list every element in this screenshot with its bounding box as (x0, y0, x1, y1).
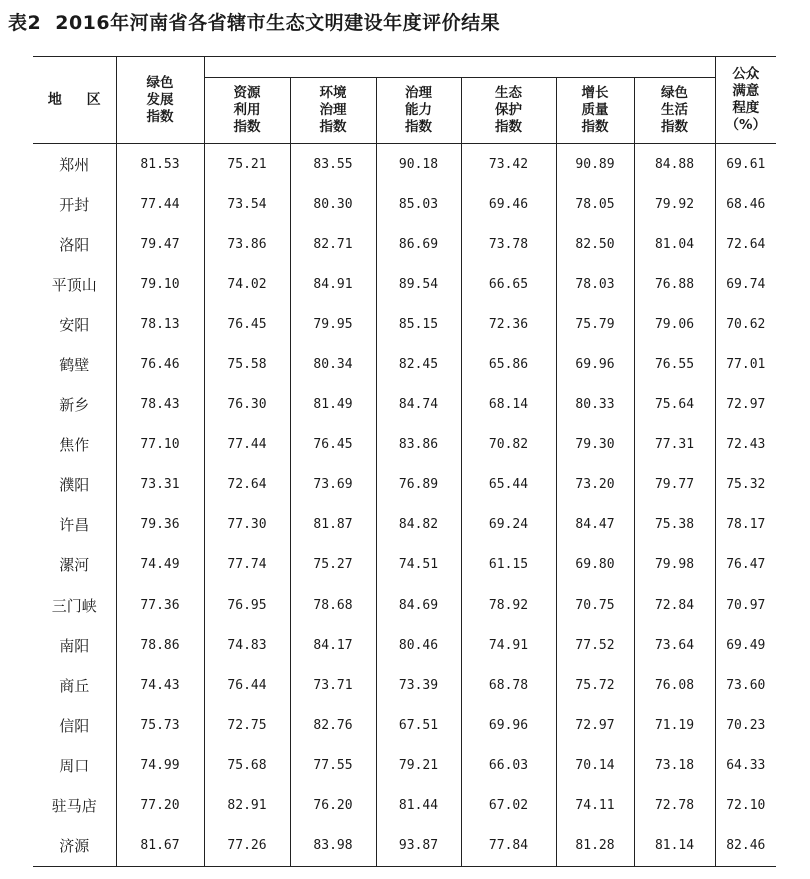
value-cell: 76.45 (204, 304, 290, 344)
value-cell: 75.32 (715, 465, 776, 505)
value-cell: 77.52 (556, 625, 634, 665)
value-cell: 80.46 (376, 625, 461, 665)
value-cell: 72.75 (204, 705, 290, 745)
value-cell: 73.69 (290, 465, 376, 505)
value-cell: 69.24 (461, 505, 556, 545)
value-cell: 76.44 (204, 665, 290, 705)
value-cell: 76.08 (634, 665, 715, 705)
table-row (33, 585, 776, 625)
value-cell: 69.46 (461, 184, 556, 224)
value-cell: 80.33 (556, 385, 634, 425)
value-cell: 79.06 (634, 304, 715, 344)
value-cell: 70.14 (556, 745, 634, 785)
table-row (33, 665, 776, 705)
value-cell: 78.17 (715, 505, 776, 545)
value-cell: 72.64 (204, 465, 290, 505)
table-row (33, 625, 776, 665)
value-cell: 79.98 (634, 545, 715, 585)
value-cell: 77.84 (461, 826, 556, 867)
table-row (33, 425, 776, 465)
table-row (33, 304, 776, 344)
value-cell: 77.55 (290, 745, 376, 785)
value-cell: 77.30 (204, 505, 290, 545)
table-row (33, 385, 776, 425)
value-cell: 77.20 (116, 786, 204, 826)
value-cell: 75.79 (556, 304, 634, 344)
value-cell: 81.87 (290, 505, 376, 545)
value-cell: 77.44 (116, 184, 204, 224)
value-cell: 75.21 (204, 144, 290, 185)
table-row (33, 465, 776, 505)
value-cell: 71.19 (634, 705, 715, 745)
value-cell: 75.68 (204, 745, 290, 785)
value-cell: 70.97 (715, 585, 776, 625)
value-cell: 74.83 (204, 625, 290, 665)
value-cell: 81.53 (116, 144, 204, 185)
city-name-cell: 南阳 (59, 636, 90, 655)
value-cell: 84.82 (376, 505, 461, 545)
value-cell: 69.96 (461, 705, 556, 745)
value-cell: 77.44 (204, 425, 290, 465)
city-name-cell: 三门峡 (51, 596, 97, 615)
value-cell: 80.30 (290, 184, 376, 224)
value-cell: 83.98 (290, 826, 376, 867)
value-cell: 75.64 (634, 385, 715, 425)
table-row (33, 826, 776, 867)
value-cell: 82.76 (290, 705, 376, 745)
value-cell: 85.15 (376, 304, 461, 344)
col-header-satisfaction: 公众 满意 程度 （%） (715, 57, 776, 144)
city-name-cell: 平顶山 (51, 275, 97, 294)
value-cell: 73.86 (204, 224, 290, 264)
value-cell: 76.47 (715, 545, 776, 585)
value-cell: 79.92 (634, 184, 715, 224)
value-cell: 82.45 (376, 344, 461, 384)
value-cell: 74.02 (204, 264, 290, 304)
value-cell: 77.10 (116, 425, 204, 465)
value-cell: 78.68 (290, 585, 376, 625)
evaluation-table (33, 56, 776, 867)
value-cell: 84.74 (376, 385, 461, 425)
value-cell: 79.10 (116, 264, 204, 304)
value-cell: 78.05 (556, 184, 634, 224)
value-cell: 73.54 (204, 184, 290, 224)
value-cell: 84.47 (556, 505, 634, 545)
value-cell: 79.77 (634, 465, 715, 505)
value-cell: 76.55 (634, 344, 715, 384)
col-header-growth: 增长 质量 指数 (556, 78, 634, 144)
value-cell: 76.20 (290, 786, 376, 826)
value-cell: 73.64 (634, 625, 715, 665)
value-cell: 86.69 (376, 224, 461, 264)
table-row (33, 545, 776, 585)
value-cell: 69.96 (556, 344, 634, 384)
value-cell: 78.03 (556, 264, 634, 304)
value-cell: 70.82 (461, 425, 556, 465)
col-header-area: 地 区 (33, 57, 116, 144)
city-name-cell: 濮阳 (59, 476, 90, 495)
city-name-cell: 信阳 (59, 716, 90, 735)
value-cell: 69.74 (715, 264, 776, 304)
city-name-cell: 安阳 (59, 315, 90, 334)
city-name-cell: 济源 (59, 837, 90, 856)
value-cell: 67.02 (461, 786, 556, 826)
value-cell: 72.43 (715, 425, 776, 465)
city-name-cell: 郑州 (59, 155, 90, 174)
value-cell: 85.03 (376, 184, 461, 224)
table-row (33, 224, 776, 264)
value-cell: 75.27 (290, 545, 376, 585)
value-cell: 82.46 (715, 826, 776, 867)
value-cell: 67.51 (376, 705, 461, 745)
value-cell: 81.14 (634, 826, 715, 867)
value-cell: 64.33 (715, 745, 776, 785)
city-name-cell: 洛阳 (59, 235, 90, 254)
value-cell: 90.89 (556, 144, 634, 185)
value-cell: 73.20 (556, 465, 634, 505)
value-cell: 74.51 (376, 545, 461, 585)
value-cell: 70.23 (715, 705, 776, 745)
value-cell: 79.95 (290, 304, 376, 344)
city-name-cell: 焦作 (59, 436, 90, 455)
value-cell: 70.75 (556, 585, 634, 625)
value-cell: 89.54 (376, 264, 461, 304)
subindex-group-header (204, 57, 715, 78)
value-cell: 69.80 (556, 545, 634, 585)
value-cell: 75.73 (116, 705, 204, 745)
value-cell: 90.18 (376, 144, 461, 185)
value-cell: 72.84 (634, 585, 715, 625)
table-row (33, 786, 776, 826)
table-row (33, 144, 776, 185)
value-cell: 73.78 (461, 224, 556, 264)
value-cell: 84.69 (376, 585, 461, 625)
value-cell: 79.36 (116, 505, 204, 545)
table-caption: 2016年河南省各省辖市生态文明建设年度评价结果 (55, 12, 501, 34)
table-row (33, 745, 776, 785)
value-cell: 76.45 (290, 425, 376, 465)
table-row (33, 264, 776, 304)
value-cell: 68.14 (461, 385, 556, 425)
table-row (33, 505, 776, 545)
value-cell: 72.64 (715, 224, 776, 264)
value-cell: 69.61 (715, 144, 776, 185)
value-cell: 73.71 (290, 665, 376, 705)
value-cell: 61.15 (461, 545, 556, 585)
value-cell: 68.46 (715, 184, 776, 224)
table-row (33, 705, 776, 745)
value-cell: 81.28 (556, 826, 634, 867)
value-cell: 74.99 (116, 745, 204, 785)
col-header-environment: 环境 治理 指数 (290, 78, 376, 144)
value-cell: 84.17 (290, 625, 376, 665)
value-cell: 77.31 (634, 425, 715, 465)
table-body (33, 144, 776, 867)
value-cell: 79.21 (376, 745, 461, 785)
value-cell: 76.46 (116, 344, 204, 384)
table-row (33, 184, 776, 224)
value-cell: 73.60 (715, 665, 776, 705)
table-title (8, 8, 500, 35)
value-cell: 77.01 (715, 344, 776, 384)
value-cell: 74.91 (461, 625, 556, 665)
value-cell: 65.44 (461, 465, 556, 505)
col-header-green-dev: 绿色 发展 指数 (116, 57, 204, 144)
col-header-resource: 资源 利用 指数 (204, 78, 290, 144)
value-cell: 69.49 (715, 625, 776, 665)
value-cell: 82.50 (556, 224, 634, 264)
value-cell: 77.36 (116, 585, 204, 625)
table-row (33, 344, 776, 384)
value-cell: 76.30 (204, 385, 290, 425)
value-cell: 66.03 (461, 745, 556, 785)
value-cell: 68.78 (461, 665, 556, 705)
value-cell: 73.42 (461, 144, 556, 185)
city-name-cell: 许昌 (59, 516, 90, 535)
value-cell: 84.91 (290, 264, 376, 304)
value-cell: 93.87 (376, 826, 461, 867)
value-cell: 74.43 (116, 665, 204, 705)
value-cell: 75.58 (204, 344, 290, 384)
value-cell: 81.67 (116, 826, 204, 867)
value-cell: 84.88 (634, 144, 715, 185)
value-cell: 75.38 (634, 505, 715, 545)
value-cell: 77.26 (204, 826, 290, 867)
value-cell: 78.13 (116, 304, 204, 344)
value-cell: 80.34 (290, 344, 376, 384)
value-cell: 78.86 (116, 625, 204, 665)
value-cell: 83.86 (376, 425, 461, 465)
value-cell: 79.47 (116, 224, 204, 264)
value-cell: 77.74 (204, 545, 290, 585)
value-cell: 76.88 (634, 264, 715, 304)
value-cell: 78.92 (461, 585, 556, 625)
value-cell: 73.39 (376, 665, 461, 705)
value-cell: 73.31 (116, 465, 204, 505)
value-cell: 70.62 (715, 304, 776, 344)
value-cell: 82.91 (204, 786, 290, 826)
value-cell: 82.71 (290, 224, 376, 264)
value-cell: 81.44 (376, 786, 461, 826)
value-cell: 72.10 (715, 786, 776, 826)
value-cell: 74.11 (556, 786, 634, 826)
value-cell: 65.86 (461, 344, 556, 384)
table-header (33, 57, 776, 144)
value-cell: 72.97 (715, 385, 776, 425)
city-name-cell: 开封 (59, 195, 90, 214)
value-cell: 72.36 (461, 304, 556, 344)
table-number: 表2 (8, 12, 42, 34)
city-name-cell: 周口 (59, 756, 90, 775)
city-name-cell: 新乡 (59, 396, 90, 415)
city-name-cell: 鹤壁 (59, 356, 90, 375)
col-header-eco-protect: 生态 保护 指数 (461, 78, 556, 144)
value-cell: 73.18 (634, 745, 715, 785)
value-cell: 76.95 (204, 585, 290, 625)
value-cell: 81.49 (290, 385, 376, 425)
col-header-governance: 治理 能力 指数 (376, 78, 461, 144)
value-cell: 81.04 (634, 224, 715, 264)
value-cell: 74.49 (116, 545, 204, 585)
city-name-cell: 漯河 (59, 556, 90, 575)
value-cell: 75.72 (556, 665, 634, 705)
value-cell: 78.43 (116, 385, 204, 425)
city-name-cell: 商丘 (59, 676, 90, 695)
value-cell: 72.78 (634, 786, 715, 826)
value-cell: 76.89 (376, 465, 461, 505)
value-cell: 72.97 (556, 705, 634, 745)
col-header-green-life: 绿色 生活 指数 (634, 78, 715, 144)
value-cell: 83.55 (290, 144, 376, 185)
value-cell: 79.30 (556, 425, 634, 465)
city-name-cell: 驻马店 (51, 797, 97, 816)
value-cell: 66.65 (461, 264, 556, 304)
